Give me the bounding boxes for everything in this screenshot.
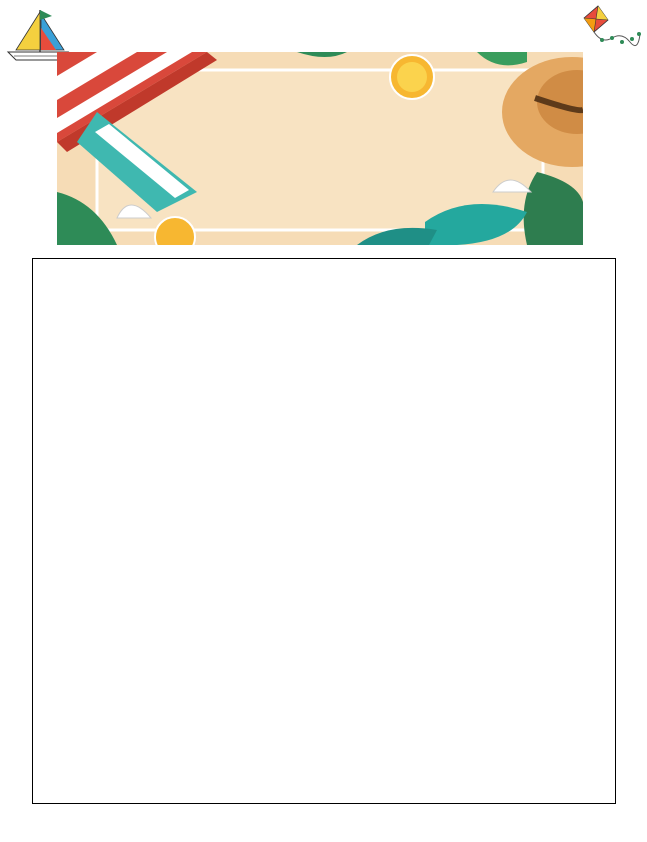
kite-icon [578, 4, 644, 64]
june-banner [57, 52, 583, 245]
weekday-header-row [32, 246, 616, 258]
menu-calendar-grid [32, 258, 616, 804]
